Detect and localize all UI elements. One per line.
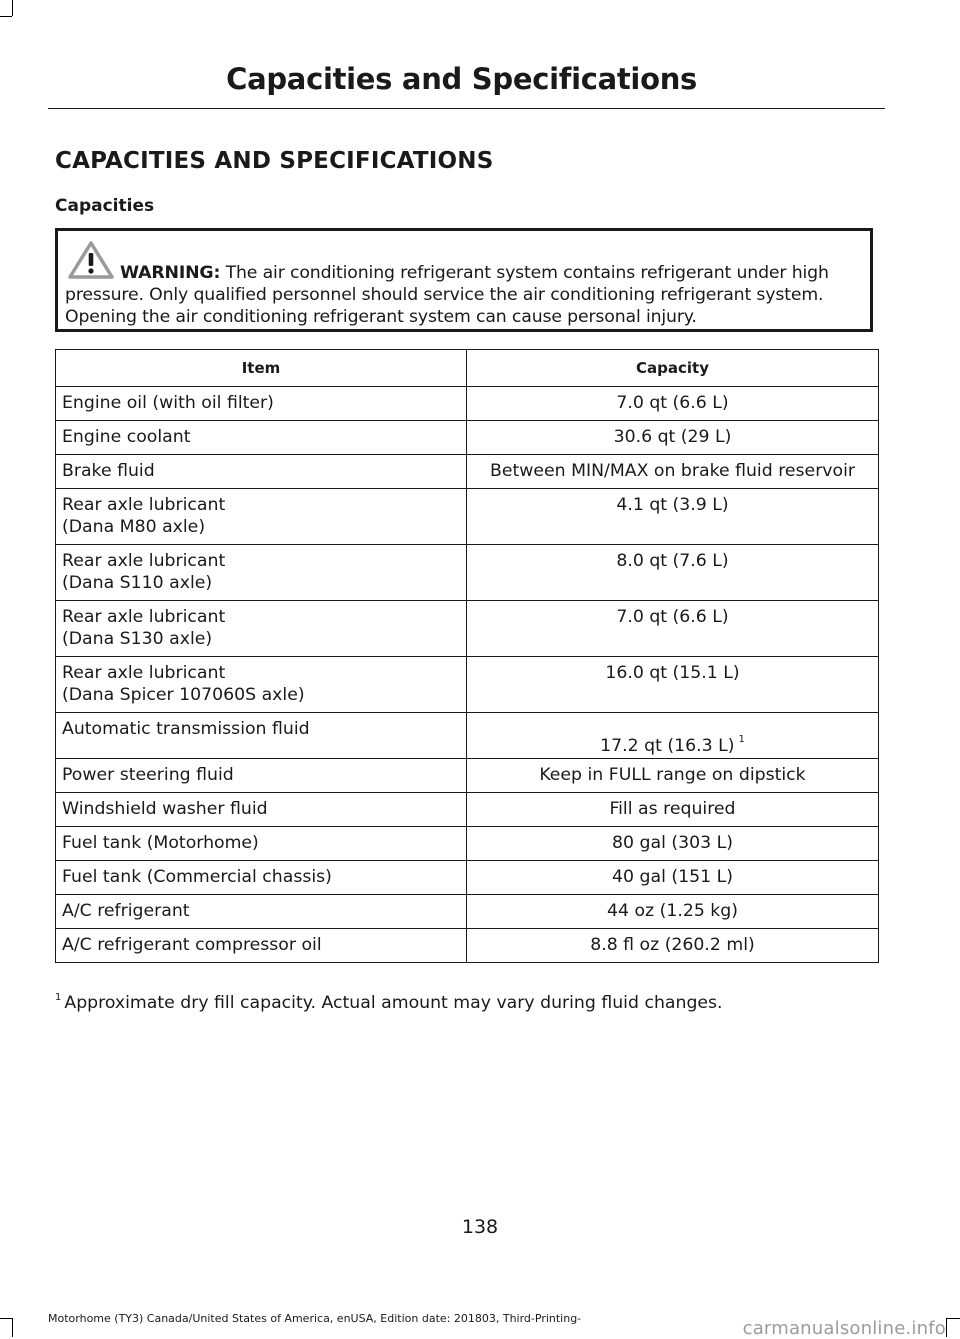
- crop-mark: [12, 1318, 13, 1337]
- item-label: (Dana S130 axle): [62, 629, 213, 649]
- item-cell: [56, 861, 467, 895]
- item-cell: [56, 455, 467, 489]
- capacity-with-footnote: [600, 736, 745, 756]
- crop-mark: [12, 0, 13, 16]
- footnote-marker: 1: [55, 992, 62, 1003]
- item-label: A/C refrigerant: [62, 901, 190, 921]
- item-cell: [56, 895, 467, 929]
- table-row: [56, 455, 879, 489]
- capacity-value: Between MIN/MAX on brake fluid reservoir: [489, 461, 856, 481]
- crop-mark: [0, 1318, 12, 1319]
- capacity-value: 8.8 fl oz (260.2 ml): [590, 935, 755, 955]
- capacity-cell: [467, 455, 879, 489]
- item-label: Fuel tank (Motorhome): [62, 833, 259, 853]
- crop-mark: [946, 1318, 960, 1319]
- capacity-cell: [467, 545, 879, 601]
- watermark: carmanualsonline.info: [742, 1318, 946, 1339]
- subsection-title: Capacities: [55, 196, 155, 216]
- item-label: Power steering fluid: [62, 765, 234, 785]
- footnote: [55, 992, 723, 1013]
- capacity-cell: [467, 759, 879, 793]
- item-cell: [56, 421, 467, 455]
- item-cell: [56, 601, 467, 657]
- warning-label: WARNING:: [120, 263, 221, 283]
- item-cell: [56, 793, 467, 827]
- item-cell: [56, 657, 467, 713]
- capacity-cell: [467, 929, 879, 963]
- item-label: (Dana Spicer 107060S axle): [62, 685, 305, 705]
- imprint-line: Motorhome (TY3) Canada/United States of America, enUSA, Edition date: 201803, Third-Printing-: [48, 1312, 582, 1325]
- item-label: Engine oil (with oil filter): [62, 393, 274, 413]
- capacity-cell: [467, 713, 879, 759]
- warning-body: The air conditioning refrigerant system contains refrigerant under high pressure. Only qualified personnel should service the air conditioning refrigerant system. Opening the air conditioning refrigerant system can cause personal injury.: [65, 263, 829, 327]
- capacity-value: 4.1 qt (3.9 L): [616, 495, 729, 515]
- section-title: CAPACITIES AND SPECIFICATIONS: [55, 148, 494, 174]
- capacity-value: 17.2 qt (16.3 L): [600, 736, 735, 756]
- item-label: A/C refrigerant compressor oil: [62, 935, 322, 955]
- item-cell: [56, 759, 467, 793]
- item-label: Engine coolant: [62, 427, 191, 447]
- item-label: Automatic transmission fluid: [62, 719, 310, 739]
- capacity-cell: [467, 895, 879, 929]
- table-row: [56, 759, 879, 793]
- table-header-row: [56, 350, 879, 387]
- capacity-cell: [467, 601, 879, 657]
- column-header-item: Item: [56, 350, 467, 387]
- capacity-cell: [467, 861, 879, 895]
- capacity-value: 7.0 qt (6.6 L): [616, 607, 729, 627]
- table-row: [56, 929, 879, 963]
- warning-text: [65, 262, 865, 328]
- table-row: [56, 657, 879, 713]
- crop-mark: [946, 1318, 947, 1337]
- capacity-cell: [467, 421, 879, 455]
- capacity-cell: [467, 387, 879, 421]
- footnote-reference: 1: [738, 734, 745, 745]
- page-header: [48, 58, 885, 109]
- item-label: (Dana S110 axle): [62, 573, 213, 593]
- table-row: [56, 601, 879, 657]
- crop-mark: [0, 16, 12, 17]
- item-cell: [56, 545, 467, 601]
- capacity-value: Keep in FULL range on dipstick: [539, 765, 806, 785]
- capacity-value: Fill as required: [609, 799, 736, 819]
- item-label: Fuel tank (Commercial chassis): [62, 867, 332, 887]
- table-row: [56, 421, 879, 455]
- table-row: [56, 827, 879, 861]
- page-header-title: Capacities and Specifications: [226, 62, 697, 96]
- capacities-table: [55, 349, 879, 963]
- item-label: Rear axle lubricant: [62, 607, 226, 627]
- table-row: [56, 713, 879, 759]
- capacity-cell: [467, 827, 879, 861]
- page-number: 138: [461, 1216, 499, 1238]
- item-cell: [56, 929, 467, 963]
- capacity-value: 44 oz (1.25 kg): [606, 901, 739, 921]
- table-row: [56, 793, 879, 827]
- column-header-capacity: Capacity: [467, 350, 879, 387]
- table-row: [56, 489, 879, 545]
- capacity-value: 30.6 qt (29 L): [613, 427, 732, 447]
- item-cell: [56, 713, 467, 759]
- item-label: Rear axle lubricant: [62, 495, 226, 515]
- item-cell: [56, 489, 467, 545]
- item-label: Rear axle lubricant: [62, 551, 226, 571]
- warning-box: [55, 228, 873, 332]
- item-label: Windshield washer fluid: [62, 799, 268, 819]
- capacity-value: 16.0 qt (15.1 L): [605, 663, 740, 683]
- capacity-value: 40 gal (151 L): [612, 867, 733, 887]
- footnote-text: Approximate dry fill capacity. Actual amount may vary during fluid changes.: [64, 993, 723, 1013]
- table-row: [56, 895, 879, 929]
- item-label: (Dana M80 axle): [62, 517, 206, 537]
- item-cell: [56, 387, 467, 421]
- item-cell: [56, 827, 467, 861]
- table-row: [56, 861, 879, 895]
- capacity-value: 80 gal (303 L): [612, 833, 733, 853]
- table-row: [56, 387, 879, 421]
- item-label: Brake fluid: [62, 461, 155, 481]
- table-row: [56, 545, 879, 601]
- capacity-cell: [467, 657, 879, 713]
- capacity-cell: [467, 793, 879, 827]
- capacity-cell: [467, 489, 879, 545]
- capacity-value: 8.0 qt (7.6 L): [616, 551, 729, 571]
- item-label: Rear axle lubricant: [62, 663, 226, 683]
- capacity-value: 7.0 qt (6.6 L): [616, 393, 729, 413]
